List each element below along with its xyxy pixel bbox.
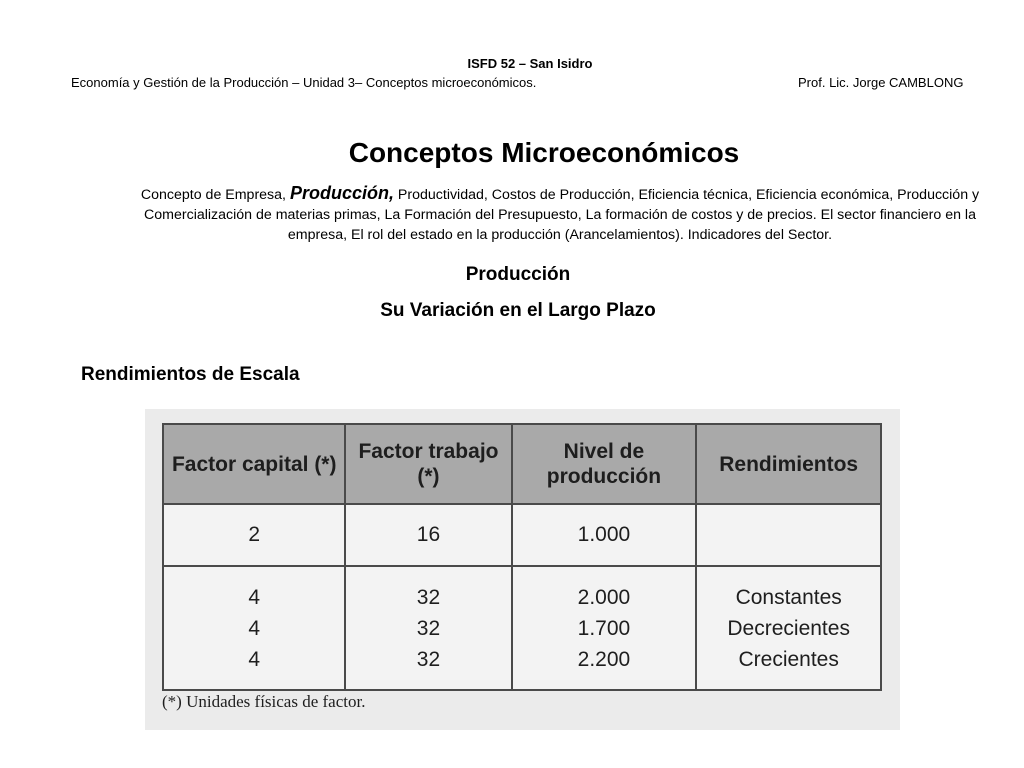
topics-highlight: Producción, [289, 183, 394, 203]
scanned-table-image [145, 409, 900, 730]
table-header-row [163, 424, 881, 504]
header-factor-capital: Factor capital (*) [163, 424, 345, 504]
cell-produccion-group [512, 566, 697, 690]
returns-to-scale-table [162, 423, 882, 691]
cell-produccion: 2.000 [577, 585, 631, 609]
cell-capital: 4 [248, 647, 261, 671]
header-institution: ISFD 52 – San Isidro [467, 56, 593, 71]
header-nivel-produccion: Nivel de producción [512, 424, 697, 504]
cell-produccion: 2.200 [577, 647, 631, 671]
cell-trabajo: 16 [345, 504, 511, 566]
cell-produccion: 1.000 [512, 504, 697, 566]
subtitle-long-term: Su Variación en el Largo Plazo [380, 300, 656, 321]
cell-rendimiento: Constantes [735, 585, 842, 609]
topics-after: Productividad, Costos de Producción, Eficiencia técnica, Eficiencia económica, Producción y Comercialización de materias primas, La Formación del Presupuesto, La formación de costos y de precios. El sector financiero en la empresa, El rol del estado en la producción (Arancelamientos). Indicadores del Sector. [144, 187, 980, 243]
cell-rendimiento: Decrecientes [727, 616, 850, 640]
subtitle-production: Producción [465, 264, 571, 285]
table-footnote: (*) Unidades físicas de factor. [162, 692, 366, 711]
cell-capital-group [163, 566, 345, 690]
cell-trabajo: 32 [416, 585, 441, 609]
header-rendimientos: Rendimientos [696, 424, 881, 504]
header-factor-trabajo: Factor trabajo (*) [345, 424, 511, 504]
cell-rendimiento-group [696, 566, 881, 690]
cell-capital: 4 [248, 585, 261, 609]
section-title: Rendimientos de Escala [81, 364, 300, 385]
cell-trabajo-group [345, 566, 511, 690]
header-course: Economía y Gestión de la Producción – Unidad 3– Conceptos microeconómicos. [71, 75, 537, 90]
cell-trabajo: 32 [416, 616, 441, 640]
table-row [163, 504, 881, 566]
cell-rendimiento [696, 504, 881, 566]
table-row [163, 566, 881, 690]
cell-produccion: 1.700 [577, 616, 631, 640]
cell-capital: 2 [163, 504, 345, 566]
topics-before: Concepto de Empresa, [140, 187, 286, 203]
topics-paragraph [125, 183, 995, 245]
cell-trabajo: 32 [416, 647, 441, 671]
cell-rendimiento: Crecientes [738, 647, 839, 671]
header-professor: Prof. Lic. Jorge CAMBLONG [798, 75, 964, 90]
cell-capital: 4 [248, 616, 261, 640]
page-title: Conceptos Microeconómicos [348, 137, 740, 168]
